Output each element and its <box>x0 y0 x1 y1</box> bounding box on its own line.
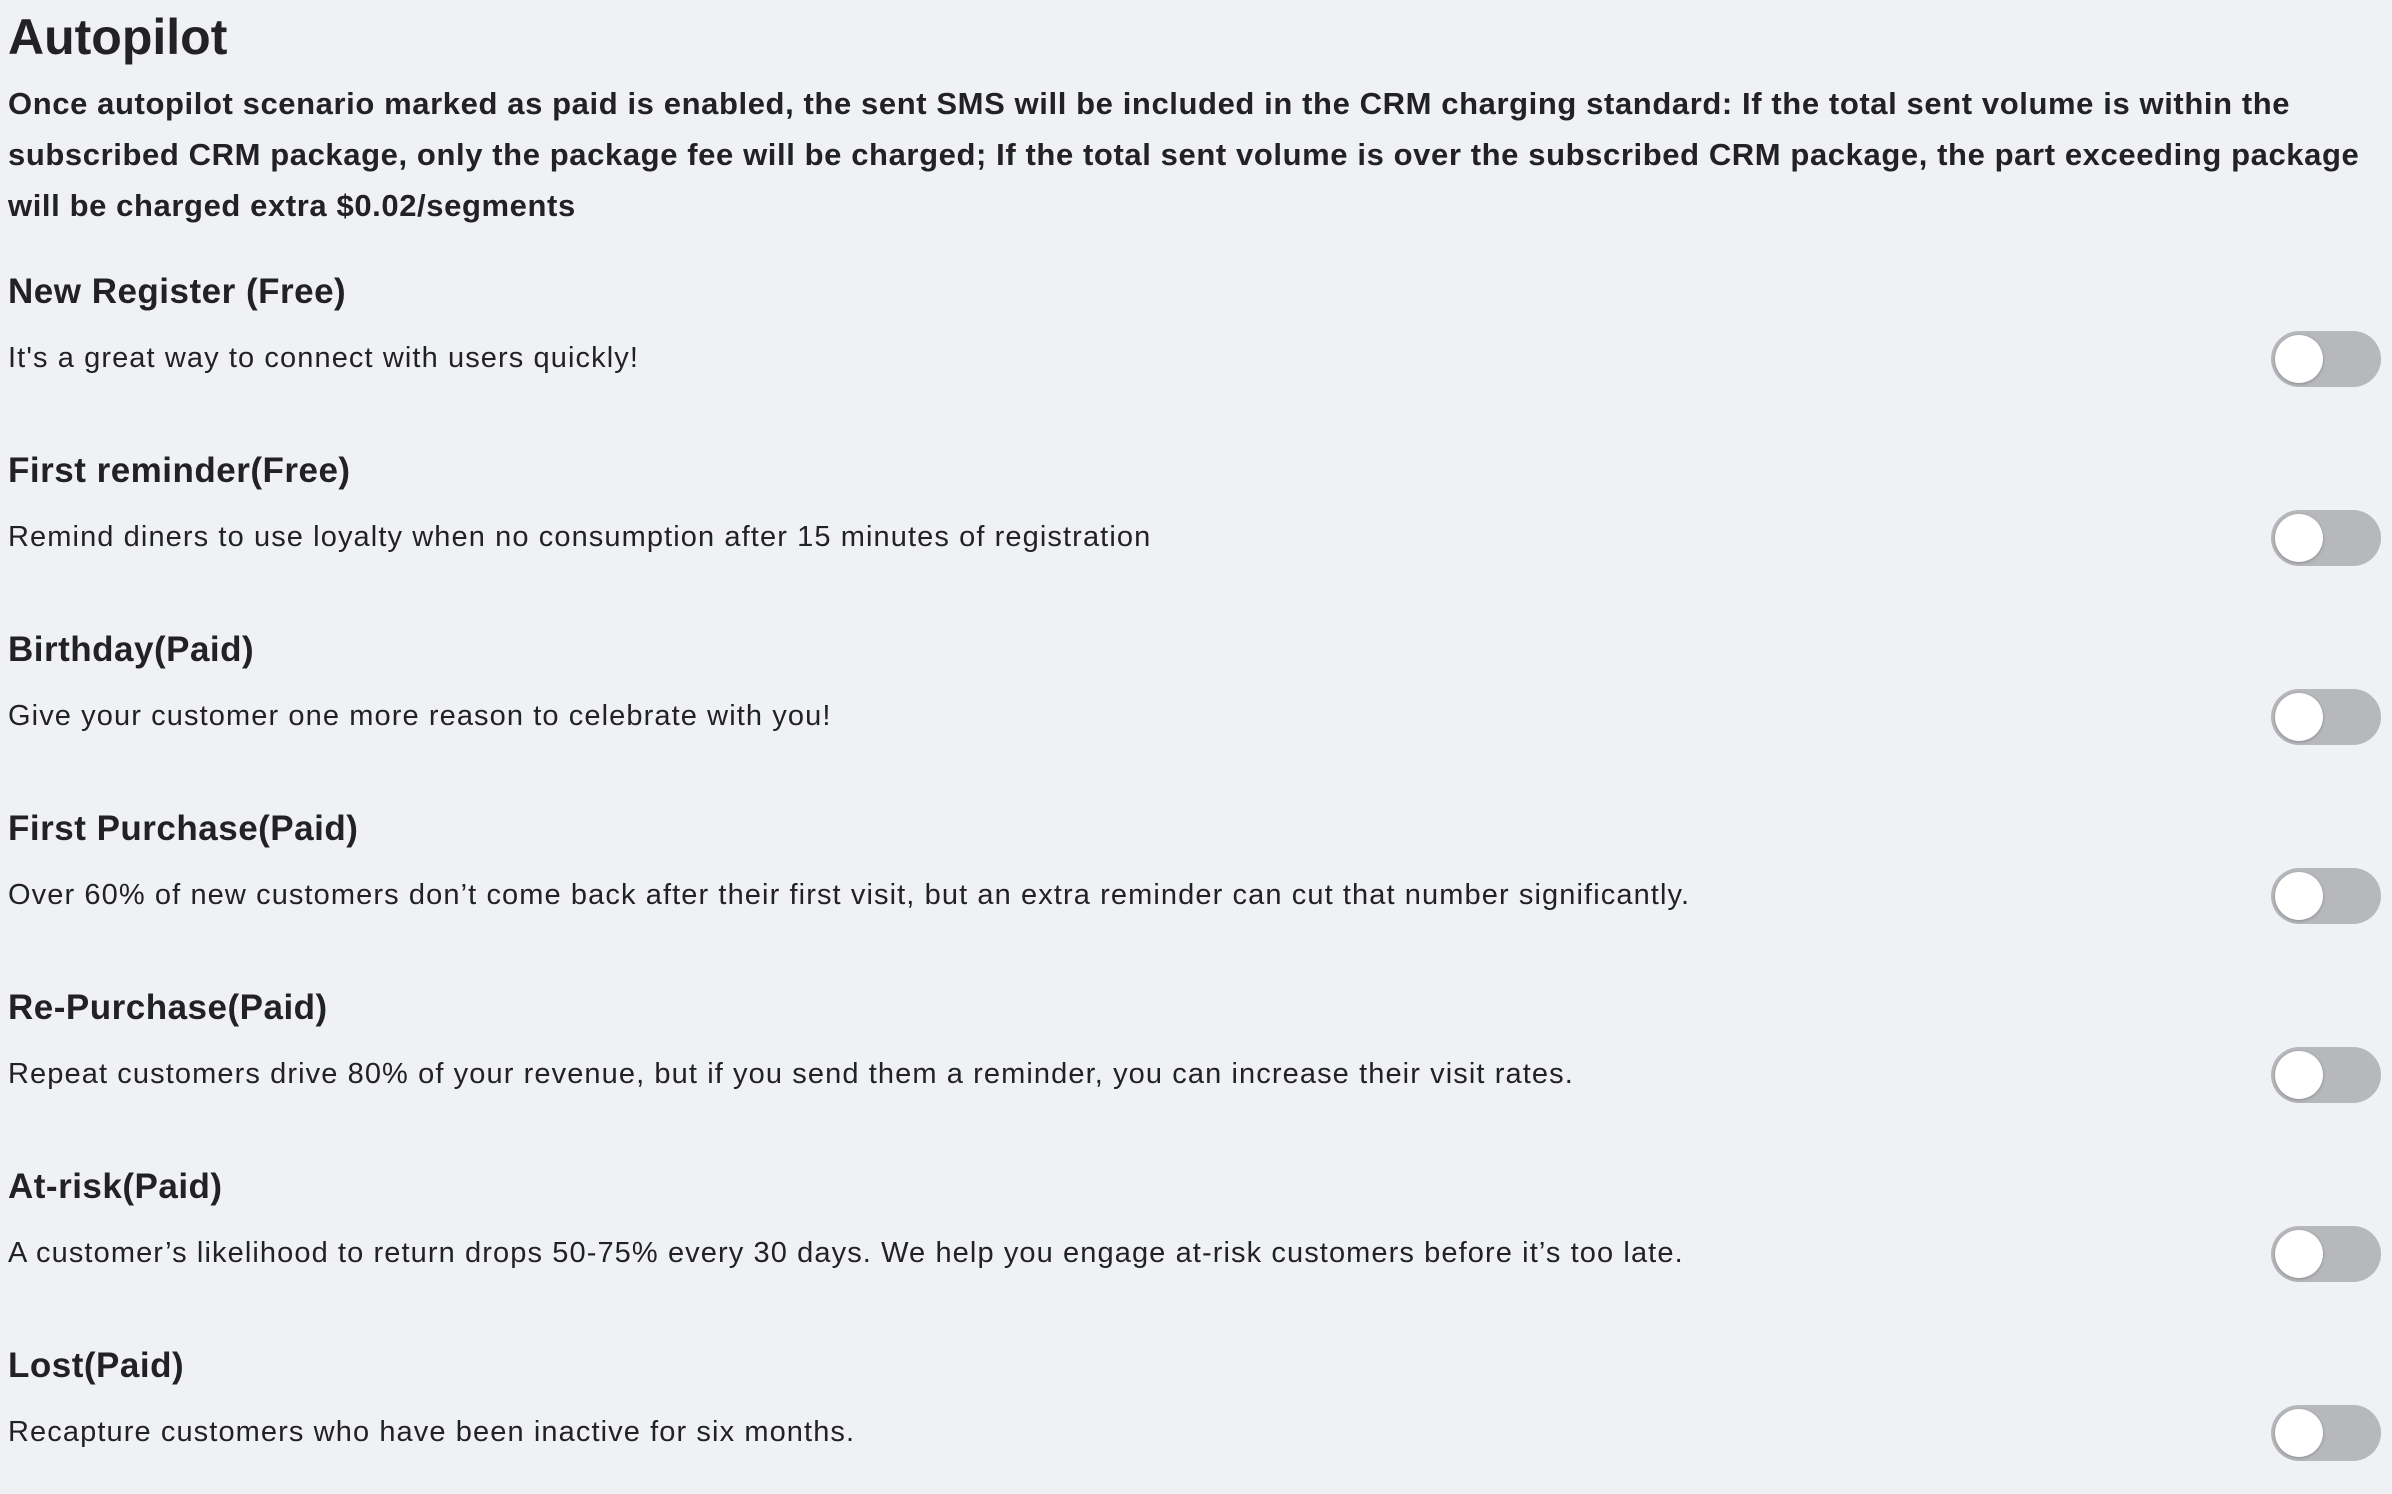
scenario-description: Remind diners to use loyalty when no consumption after 15 minutes of registration <box>8 521 1152 553</box>
first-purchase-toggle[interactable] <box>2271 868 2381 924</box>
at-risk-toggle[interactable] <box>2271 1226 2381 1282</box>
scenario-new-register <box>0 270 2392 420</box>
scenario-title: At-risk(Paid) <box>8 1167 223 1206</box>
scenario-title: First Purchase(Paid) <box>8 809 359 848</box>
scenario-title: Birthday(Paid) <box>8 630 255 669</box>
toggle-knob <box>2275 693 2323 741</box>
scenario-birthday <box>0 628 2392 778</box>
scenario-description: Recapture customers who have been inactive for six months. <box>8 1416 856 1448</box>
first-reminder-toggle[interactable] <box>2271 510 2381 566</box>
new-register-toggle[interactable] <box>2271 331 2381 387</box>
page-title: Autopilot <box>8 9 228 65</box>
scenario-title: First reminder(Free) <box>8 451 351 490</box>
scenario-at-risk <box>0 1165 2392 1315</box>
scenario-title: New Register (Free) <box>8 272 347 311</box>
scenario-title: Re-Purchase(Paid) <box>8 988 328 1027</box>
scenario-description: Over 60% of new customers don’t come back after their first visit, but an extra reminder can cut that number significantly. <box>8 879 1691 911</box>
billing-notice: Once autopilot scenario marked as paid is enabled, the sent SMS will be included in the CRM charging standard: If the total sent volume is within the subscribed CRM package, only the package fee will be charged; If the total sent volume is over the subscribed CRM package, the part exceeding package will be charged extra $0.02/segments <box>8 86 2360 223</box>
birthday-toggle[interactable] <box>2271 689 2381 745</box>
scenario-lost <box>0 1344 2392 1494</box>
toggle-knob <box>2275 1230 2323 1278</box>
lost-toggle[interactable] <box>2271 1405 2381 1461</box>
re-purchase-toggle[interactable] <box>2271 1047 2381 1103</box>
scenario-description: It's a great way to connect with users quickly! <box>8 342 640 374</box>
scenario-first-reminder <box>0 449 2392 599</box>
scenario-title: Lost(Paid) <box>8 1346 185 1385</box>
toggle-knob <box>2275 1051 2323 1099</box>
toggle-knob <box>2275 872 2323 920</box>
toggle-knob <box>2275 514 2323 562</box>
scenario-description: A customer’s likelihood to return drops 50-75% every 30 days. We help you engage at-risk customers before it’s too late. <box>8 1237 1684 1269</box>
toggle-knob <box>2275 1409 2323 1457</box>
scenario-re-purchase <box>0 986 2392 1136</box>
scenario-description: Repeat customers drive 80% of your revenue, but if you send them a reminder, you can increase their visit rates. <box>8 1058 1574 1090</box>
toggle-knob <box>2275 335 2323 383</box>
scenario-description: Give your customer one more reason to celebrate with you! <box>8 700 832 732</box>
scenario-first-purchase <box>0 807 2392 957</box>
